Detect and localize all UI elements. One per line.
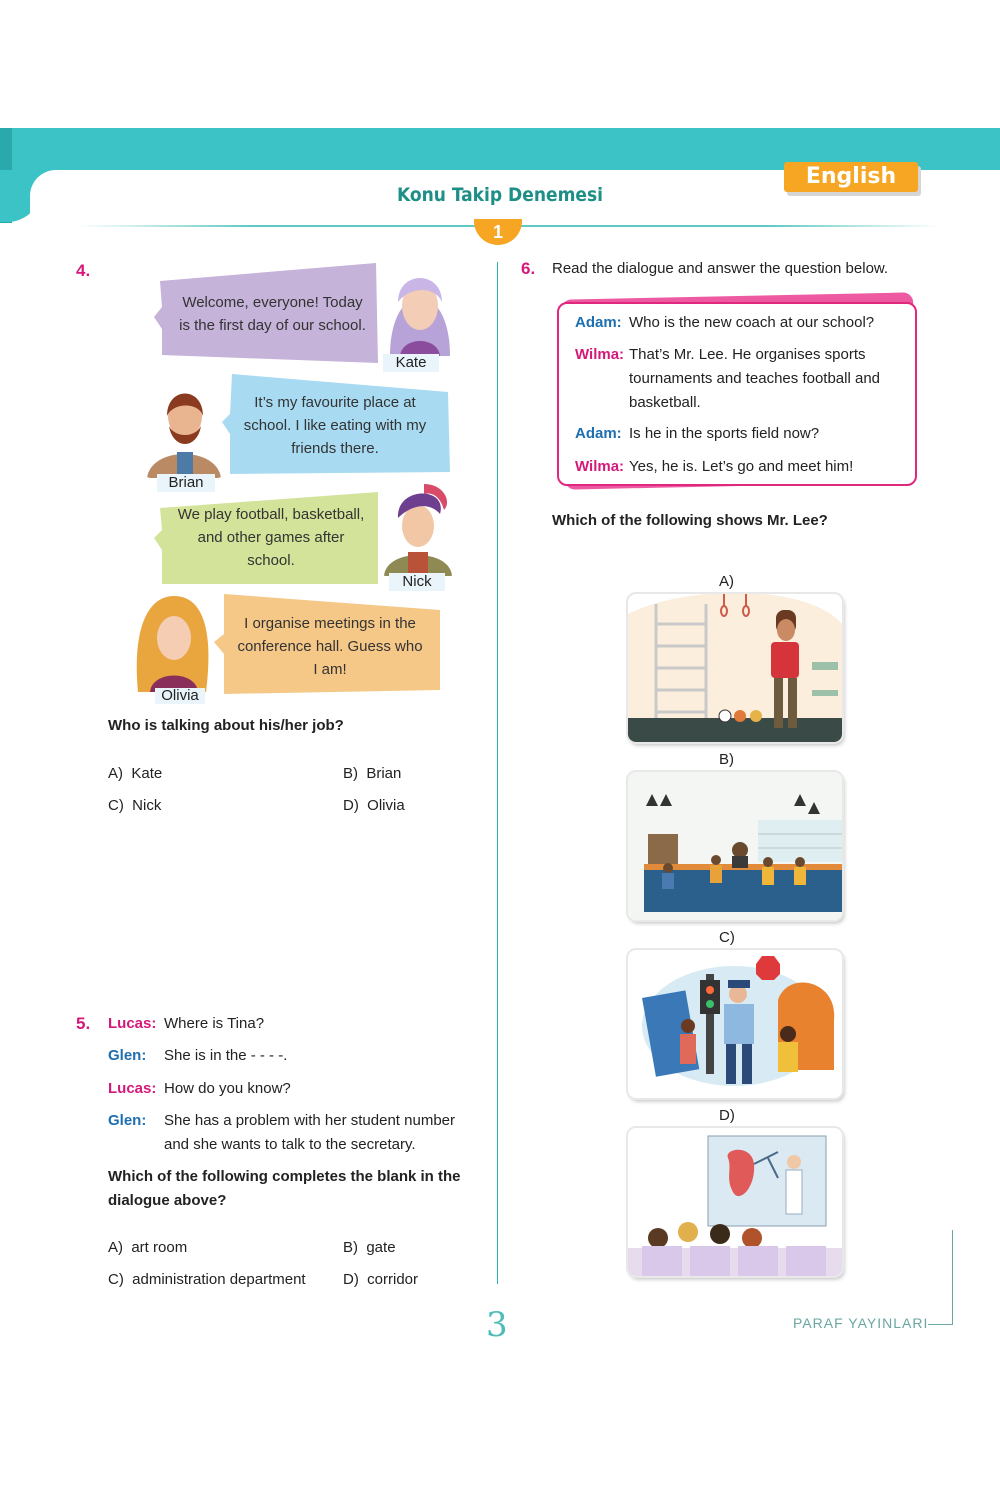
q4-option-a[interactable] [108,765,162,782]
q5-line-3: How do you know? [164,1080,291,1097]
q6-option-d-label[interactable]: D) [719,1107,735,1124]
option-text: Kate [131,765,163,782]
question-6-instruction: Read the dialogue and answer the question below. [552,260,889,277]
q5-speaker-2: Glen: [108,1047,147,1064]
q5-option-b[interactable] [343,1239,396,1256]
kate-name-tag: Kate [383,354,439,372]
option-letter: B) [343,765,358,782]
q5-line-2: She is in the - - - -. [164,1047,288,1064]
option-letter: A) [108,765,123,782]
brian-speech: It’s my favourite place at school. I like eating with my friends there. [243,393,427,457]
q5-option-c[interactable] [108,1271,306,1288]
option-text: Olivia [367,797,405,814]
option-letter: C) [108,1271,124,1288]
option-text: corridor [367,1271,419,1288]
q5-line-4b: and she wants to talk to the secretary. [164,1136,416,1153]
question-5-number: 5. [76,1014,91,1033]
question-5-text-line2: dialogue above? [108,1192,227,1209]
page-number: 3 [486,1305,508,1345]
footer-rule-vertical [952,1230,953,1325]
option-letter: C) [108,797,124,814]
option-letter: D) [343,797,359,814]
q4-option-b[interactable] [343,765,401,782]
q5-line-4a: She has a problem with her student number [164,1112,455,1129]
kate-avatar [380,258,460,356]
nick-name-tag: Nick [389,573,445,591]
column-divider [497,262,498,1284]
footer-rule-horizontal [928,1324,952,1325]
cafeteria-illustration [628,772,842,920]
q4-option-c[interactable] [108,797,161,814]
q6-option-b-label[interactable]: B) [719,751,734,768]
q6-option-a-image[interactable] [628,594,842,742]
option-text: art room [131,1239,188,1256]
q6-line-3: Is he in the sports field now? [629,425,820,442]
nick-speech: We play football, basketball, and other games after school. [177,505,365,569]
q5-speaker-1: Lucas: [108,1015,157,1032]
test-title: Konu Takip Denemesi [396,184,604,206]
q6-speaker-3: Adam: [575,425,622,442]
q6-option-c-label[interactable]: C) [719,929,735,946]
question-6-text: Which of the following shows Mr. Lee? [552,512,828,529]
q6-line-2b: tournaments and teaches football and [629,370,881,387]
q6-speaker-2: Wilma: [575,346,625,363]
q6-option-a-label[interactable]: A) [719,573,734,590]
science-lesson-illustration [628,1128,842,1276]
nick-avatar [378,480,458,576]
q5-option-d[interactable] [343,1271,418,1288]
q6-speaker-4: Wilma: [575,458,625,475]
q6-option-d-image[interactable] [628,1128,842,1276]
olivia-name-tag: Olivia [155,688,205,704]
q6-line-2a: That’s Mr. Lee. He organises sports [629,346,866,363]
option-text: Nick [132,797,162,814]
q5-line-1: Where is Tina? [164,1015,265,1032]
option-text: administration department [132,1271,306,1288]
q6-speaker-1: Adam: [575,314,622,331]
option-text: gate [366,1239,396,1256]
option-letter: A) [108,1239,123,1256]
crossing-guard-illustration [628,950,842,1098]
q5-option-a[interactable] [108,1239,187,1256]
sports-hall-illustration [628,594,842,742]
olivia-avatar [128,588,216,692]
q6-line-1: Who is the new coach at our school? [629,314,875,331]
option-letter: B) [343,1239,358,1256]
option-letter: D) [343,1271,359,1288]
question-5-text-line1: Which of the following completes the blank in the [108,1168,461,1185]
brian-name-tag: Brian [157,474,215,492]
option-text: Brian [366,765,402,782]
question-4-number: 4. [76,261,91,280]
brian-avatar [143,372,225,478]
publisher-name: PARAF YAYINLARI [793,1315,929,1331]
kate-speech: Welcome, everyone! Today is the first day of our school. [179,294,366,334]
q4-option-d[interactable] [343,797,405,814]
test-number-badge: 1 [474,219,522,245]
q6-line-2c: basketball. [629,394,701,411]
question-4-text: Who is talking about his/her job? [108,717,344,734]
subject-tab: English [784,162,918,192]
question-6-number: 6. [521,259,536,278]
q5-speaker-4: Glen: [108,1112,147,1129]
q5-speaker-3: Lucas: [108,1080,157,1097]
dialogue-box [557,302,917,486]
q6-line-4: Yes, he is. Let’s go and meet him! [629,458,854,475]
q6-option-c-image[interactable] [628,950,842,1098]
olivia-speech: I organise meetings in the conference hall. Guess who I am! [237,614,423,678]
q6-option-b-image[interactable] [628,772,842,920]
